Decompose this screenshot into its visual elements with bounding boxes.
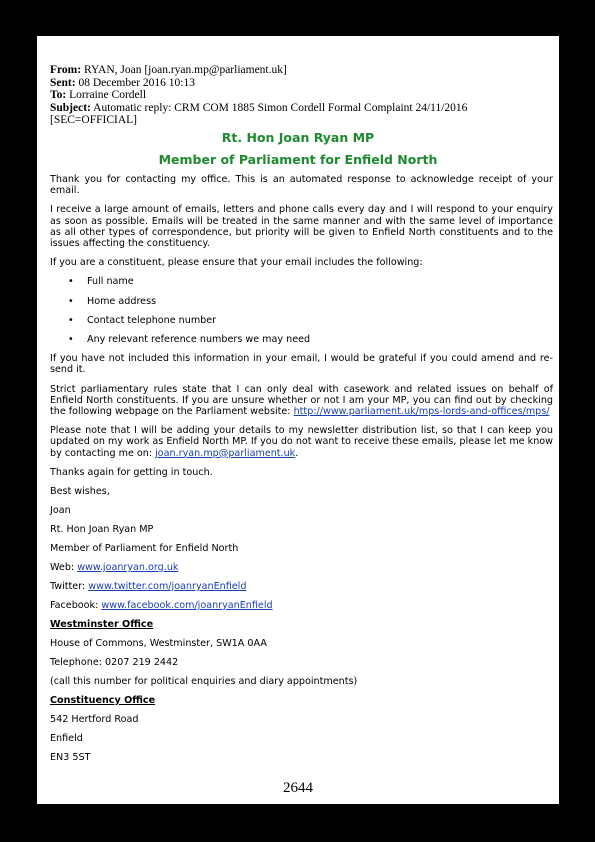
paragraph-constituent: If you are a constituent, please ensure that your email includes the following: <box>50 257 423 269</box>
web-line: Web: www.joanryan.org.uk <box>50 561 179 573</box>
email-body <box>50 174 553 771</box>
sent-line: Sent: 08 December 2016 10:13 <box>50 76 196 89</box>
twitter-link[interactable]: www.twitter.com/joanryanEnfield <box>88 580 247 592</box>
list-item: • Any relevant reference numbers we may need <box>68 334 311 346</box>
bullet-icon: • <box>68 314 74 326</box>
from-line: From: RYAN, Joan [joan.ryan.mp@parliament.uk] <box>50 64 287 76</box>
paragraph-newsletter: Please note that I will be adding your details to my newsletter distribution list, so that I can keep you updated on my work as Enfield North MP. If you do not want to receive these emails, please let me know by contacting me on: joan.ryan.mp@parliament.uk. <box>50 425 553 459</box>
subject-line: Subject: Automatic reply: CRM COM 1885 Simon Cordell Formal Complaint 24/11/2016 <box>50 101 468 114</box>
westminster-address: House of Commons, Westminster, SW1A 0AA <box>50 637 267 649</box>
thanks-line: Thanks again for getting in touch. <box>50 466 213 478</box>
constituency-address-1: 542 Hertford Road <box>50 713 139 725</box>
title-role: Member of Parliament for Enfield North <box>158 152 438 167</box>
paragraph-resend: If you have not included this information in your email, I would be grateful if you could amend and re-send it. <box>50 353 553 376</box>
paragraph-volume: I receive a large amount of emails, letters and phone calls every day and I will respond to your enquiry as soon as possible. Emails will be treated in the same manner and with the same level of importance as all other types of correspondence, but priority will be given to Enfield North constituents and to the issues affecting the constituency. <box>50 204 553 250</box>
signature-name: Joan <box>50 504 71 516</box>
paragraph-thanks: Thank you for contacting my office. This is an automated response to acknowledge receipt of your email. <box>50 174 553 197</box>
sign-off: Best wishes, <box>50 485 110 497</box>
list-item: • Home address <box>68 295 157 307</box>
bullet-icon: • <box>68 334 74 346</box>
classification-line: [SEC=OFFICIAL] <box>50 114 137 127</box>
facebook-line: Facebook: www.facebook.com/joanryanEnfield <box>50 599 273 611</box>
document-page <box>37 36 559 804</box>
email-link[interactable]: joan.ryan.mp@parliament.uk <box>155 447 296 459</box>
website-link[interactable]: www.joanryan.org.uk <box>77 561 179 573</box>
title-name: Rt. Hon Joan Ryan MP <box>221 130 375 145</box>
signature-role: Member of Parliament for Enfield North <box>50 542 239 554</box>
signature-full-name: Rt. Hon Joan Ryan MP <box>50 523 154 535</box>
constituency-heading: Constituency Office <box>50 694 156 706</box>
email-header <box>50 64 550 127</box>
twitter-line: Twitter: www.twitter.com/joanryanEnfield <box>50 580 247 592</box>
constituency-address-2: Enfield <box>50 732 83 744</box>
westminster-heading: Westminster Office <box>50 618 154 630</box>
facebook-link[interactable]: www.facebook.com/joanryanEnfield <box>101 599 273 611</box>
paragraph-rules: Strict parliamentary rules state that I can only deal with casework and related issues on behalf of Enfield North constituents. If you are unsure whether or not I am your MP, you can find out by checking the following webpage on the Parliament website: http://www.parliament.uk/mps-lords-and-offices/mps/ <box>50 383 553 418</box>
telephone-line: Telephone: 0207 219 2442 <box>50 656 179 668</box>
list-item: • Contact telephone number <box>68 314 217 326</box>
to-line: To: Lorraine Cordell <box>50 89 147 102</box>
parliament-link[interactable]: http://www.parliament.uk/mps-lords-and-offices/mps/ <box>293 406 550 418</box>
page-number: 2644 <box>283 780 313 796</box>
list-item: • Full name <box>68 276 134 288</box>
bullet-icon: • <box>68 276 74 288</box>
constituency-address-3: EN3 5ST <box>50 751 91 763</box>
bullet-icon: • <box>68 295 74 307</box>
required-info-list <box>50 276 553 345</box>
call-note: (call this number for political enquiries and diary appointments) <box>50 675 358 687</box>
